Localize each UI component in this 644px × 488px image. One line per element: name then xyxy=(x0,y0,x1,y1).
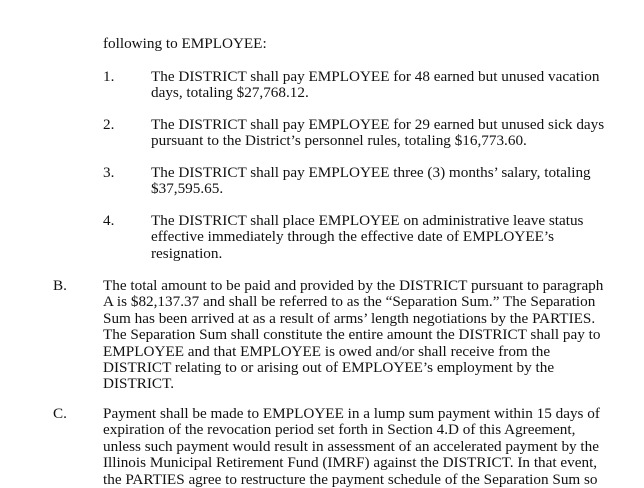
item-number: 4. xyxy=(103,212,115,229)
item-number: 1. xyxy=(103,68,115,85)
intro-line: following to EMPLOYEE: xyxy=(103,35,267,52)
item-text: The DISTRICT shall place EMPLOYEE on administrative leave status effective immediately through the effective date of EMPLOYEE’s resignation. xyxy=(151,212,584,262)
item-text: The DISTRICT shall pay EMPLOYEE for 29 earned but unused sick days pursuant to the District’s personnel rules, totaling $16,773.60. xyxy=(151,116,605,150)
paragraph-letter: B. xyxy=(53,277,67,294)
item-number: 3. xyxy=(103,164,115,181)
paragraph-text: The total amount to be paid and provided by the DISTRICT pursuant to paragraph A is $82,137.37 and shall be referred to as the “Separation Sum.” The Separation Sum has been arrived at as a result of arms’ length negotiations by the PARTIES. The Separation Sum shall constitute the entire amount the DISTRICT shall pay to EMPLOYEE and that EMPLOYEE is owed and/or shall receive from the DISTRICT relating to or arising out of EMPLOYEE’s employment by the DISTRICT. xyxy=(103,277,604,393)
paragraph-text: Payment shall be made to EMPLOYEE in a lump sum payment within 15 days of expiration of the revocation period set forth in Section 4.D of this Agreement, unless such payment would result in assessment of an accelerated payment by the Illinois Municipal Retirement Fund (IMRF) against the DISTRICT. In that event, the PARTIES agree to restructure the payment schedule of the Separation Sum so xyxy=(103,405,600,488)
item-text: The DISTRICT shall pay EMPLOYEE three (3) months’ salary, totaling $37,595.65. xyxy=(151,164,591,198)
item-text: The DISTRICT shall pay EMPLOYEE for 48 earned but unused vacation days, totaling $27,768.12. xyxy=(151,68,600,102)
item-number: 2. xyxy=(103,116,115,133)
paragraph-letter: C. xyxy=(53,405,67,422)
